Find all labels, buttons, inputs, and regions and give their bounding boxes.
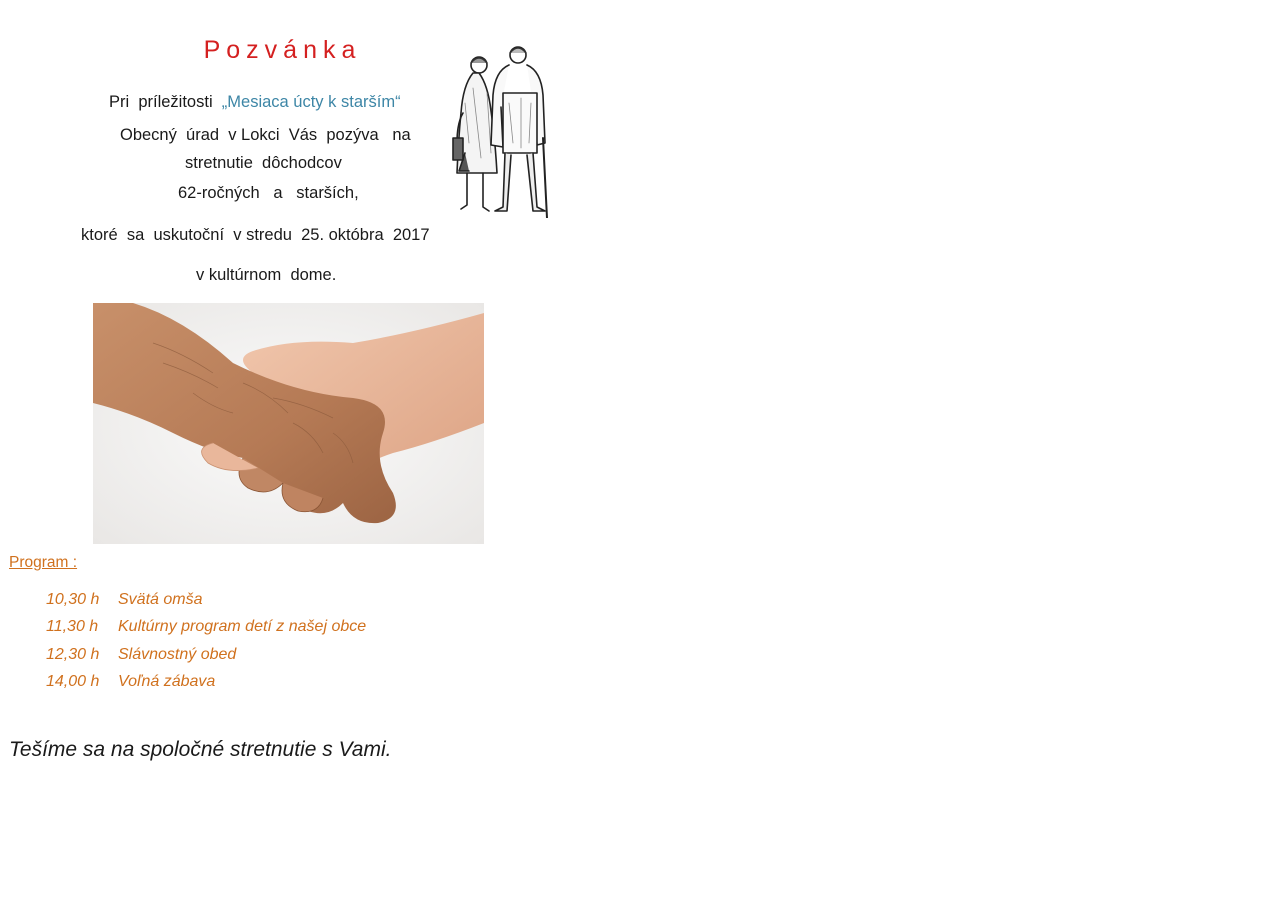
schedule-time: 10,30 h — [46, 591, 100, 608]
schedule-item — [46, 646, 366, 673]
schedule-label: Voľná zábava — [118, 672, 216, 690]
elderly-couple-sketch-icon — [443, 43, 551, 218]
schedule-item — [46, 618, 366, 645]
program-schedule — [46, 591, 366, 700]
closing-message: Tešíme sa na spoločné stretnutie s Vami. — [9, 738, 392, 761]
invitation-line-5: ktoré sa uskutoční v stredu 25. októbra 2017 — [81, 226, 430, 244]
schedule-time: 14,00 h — [46, 672, 100, 690]
occasion-line — [109, 93, 401, 112]
invitation-line-3: stretnutie dôchodcov — [185, 154, 342, 172]
occasion-prefix: Pri príležitosti — [109, 93, 213, 111]
schedule-time: 11,30 h — [46, 618, 99, 636]
invitation-line-6: v kultúrnom dome. — [196, 266, 337, 284]
schedule-label: Slávnostný obed — [118, 645, 237, 663]
schedule-label: Svätá omša — [118, 591, 203, 608]
invitation-line-4: 62-ročných a starších, — [178, 184, 359, 202]
holding-hands-photo — [93, 303, 484, 544]
invitation-line-2: Obecný úrad v Lokci Vás pozýva na — [120, 126, 411, 144]
program-heading: Program : — [9, 554, 78, 571]
invitation-title: Pozvánka — [203, 36, 362, 64]
schedule-item — [46, 591, 366, 618]
occasion-name: „Mesiaca úcty k starším“ — [221, 93, 401, 111]
schedule-item — [46, 673, 366, 700]
schedule-time: 12,30 h — [46, 645, 100, 663]
schedule-label: Kultúrny program detí z našej obce — [118, 618, 367, 636]
